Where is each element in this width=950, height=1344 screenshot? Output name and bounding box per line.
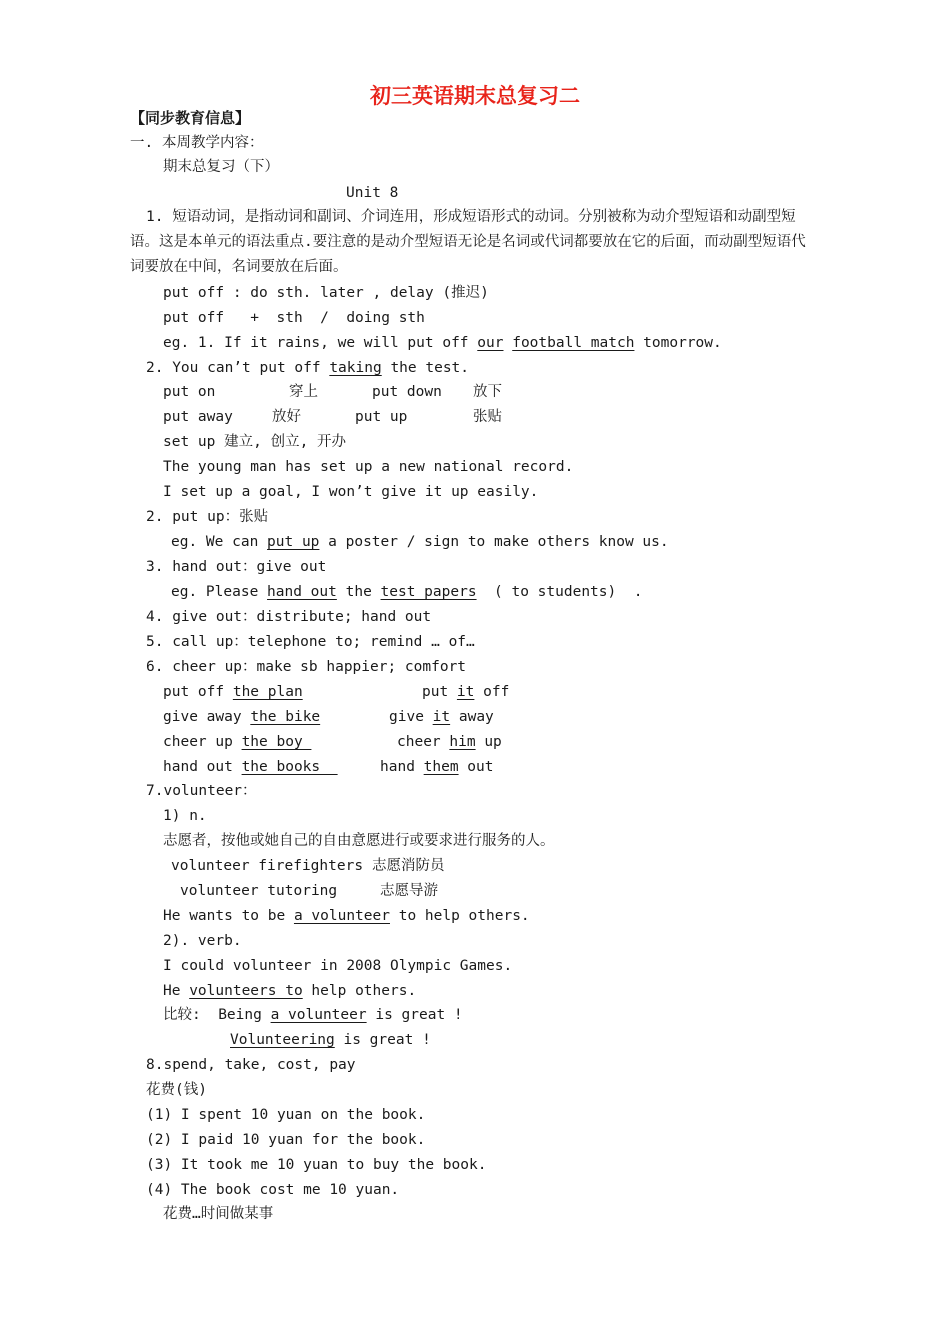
phrase-meaning: 穿上 [289,384,318,400]
underlined-text: him [449,734,476,750]
example-line: hand out the books [163,759,338,775]
phrase-meaning: 志愿导游 [380,883,438,899]
underlined-text: the books [241,759,338,775]
phrase-term: volunteer tutoring [180,883,338,899]
underlined-text: put up [267,534,320,550]
underlined-text: the bike [250,709,321,725]
text-line: 2. put up：张贴 [146,509,269,525]
text-line: 5. call up：telephone to; remind … of… [146,634,475,650]
underlined-text: the boy [241,734,312,750]
text-line: put off : do sth. later , delay (推迟) [163,285,489,301]
text-line: set up 建立, 创立, 开办 [163,434,347,450]
example-line: hand them out [380,759,494,775]
example-line: He wants to be a volunteer to help others. [163,908,530,924]
phrase-term: volunteer firefighters [171,858,364,874]
example-line: give it away [389,709,494,725]
phrase-term: put on [163,384,216,400]
text-line: put off + sth / doing sth [163,310,425,326]
underlined-text: volunteers to [189,983,303,999]
text-line: 花费(钱) [146,1082,207,1098]
example-line: eg. 1. If it rains, we will put off our football match tomorrow. [163,335,722,351]
example-line: He volunteers to help others. [163,983,417,999]
example-line: eg. We can put up a poster / sign to make others know us. [171,534,669,550]
text-line: 4. give out：distribute; hand out [146,609,432,625]
example-line: put it off [422,684,510,700]
example-line: put off the plan [163,684,303,700]
phrase-term: put down [372,384,442,400]
example-line: (4) The book cost me 10 yuan. [146,1182,400,1198]
underlined-text: it [456,684,475,700]
example-line: I set up a goal, I won’t give it up easily. [163,484,539,500]
example-line: 2. You can’t put off taking the test. [146,360,470,376]
example-line: cheer up the boy [163,734,312,750]
text-line: 2). verb. [163,933,242,949]
content-subtitle-line: 期末总复习（下） [163,159,279,175]
phrasal-verb-definition: 1. 短语动词，是指动词和副词、介词连用，形成短语形式的动词。分别被称为动介型短语和动副型短语。这是本单元的语法重点.要注意的是动介型短语无论是名词或代词都要放在它的后面，而动副型短语代词要放在中间，名词要放在后面。 [130,209,806,275]
underlined-text: a volunteer [270,1007,367,1023]
text-line: 7.volunteer： [146,783,257,799]
underlined-text: a volunteer [293,908,390,924]
text-line: 1) n. [163,808,207,824]
underlined-text: them [423,759,459,775]
underlined-text: hand out [267,584,337,600]
example-line: I could volunteer in 2008 Olympic Games. [163,958,513,974]
text-line: 花费…时间做某事 [163,1206,274,1222]
underlined-text: taking [329,360,382,376]
underlined-text: the plan [232,684,303,700]
example-line: cheer him up [397,734,502,750]
example-line: The young man has set up a new national record. [163,459,574,475]
example-line: 比较: Being a volunteer is great ! [163,1007,463,1023]
example-line: (1) I spent 10 yuan on the book. [146,1107,426,1123]
section-heading: 【同步教育信息】 [130,109,251,127]
content-intro-line: 一. 本周教学内容： [130,135,264,151]
text-line: 8.spend, take, cost, pay [146,1057,356,1073]
page-title: 初三英语期末总复习二 [370,84,580,108]
phrase-term: put up [355,409,408,425]
underlined-text: it [432,709,451,725]
phrase-meaning: 志愿消防员 [372,858,445,874]
example-line: give away the bike [163,709,321,725]
underlined-text: Volunteering [230,1032,335,1048]
example-line: (3) It took me 10 yuan to buy the book. [146,1157,487,1173]
text-line: 志愿者，按他或她自己的自由意愿进行或要求进行服务的人。 [163,833,555,849]
unit-label: Unit 8 [346,185,399,201]
phrase-meaning: 放好 [272,409,301,425]
underlined-text: football match [512,335,635,351]
example-line: Volunteering is great ! [230,1032,431,1048]
underlined-text: our [477,335,504,351]
text-line: 3. hand out：give out [146,559,327,575]
phrase-meaning: 放下 [473,384,502,400]
phrase-meaning: 张贴 [473,409,502,425]
example-line: (2) I paid 10 yuan for the book. [146,1132,426,1148]
example-line: eg. Please hand out the test papers ( to students) . [171,584,643,600]
text-line: 6. cheer up：make sb happier; comfort [146,659,467,675]
underlined-text: test papers [380,584,477,600]
phrase-term: put away [163,409,233,425]
